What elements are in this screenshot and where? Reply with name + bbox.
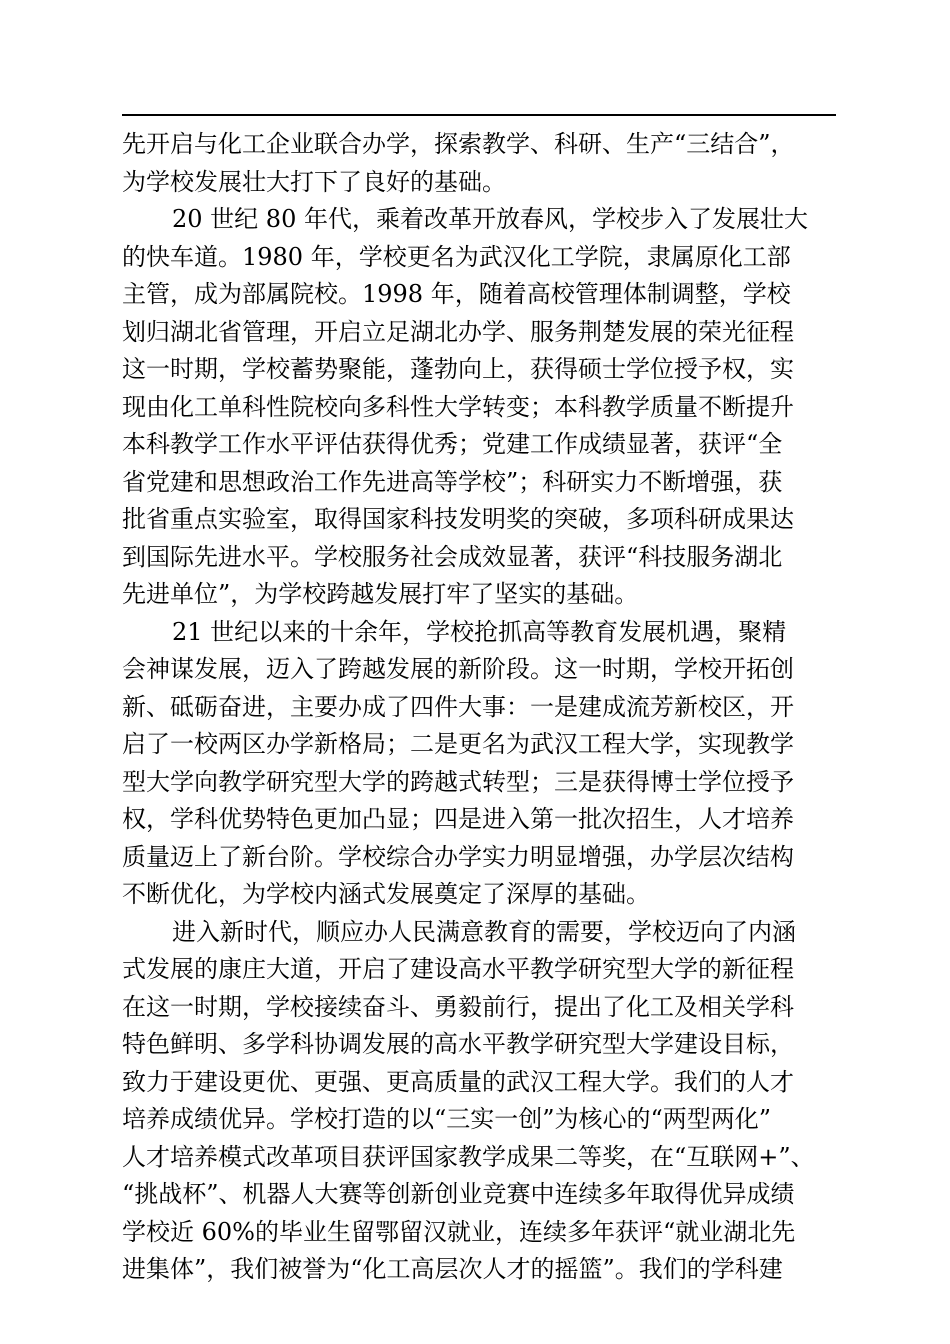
text-line: 的快车道。1980 年，学校更名为武汉化工学院，隶属原化工部	[122, 242, 791, 271]
text-line: 学校近 60%的毕业生留鄂留汉就业，连续多年获评“就业湖北先	[122, 1217, 796, 1246]
header-rule	[122, 114, 836, 116]
text-line: 启了一校两区办学新格局；二是更名为武汉工程大学，实现教学	[122, 730, 794, 758]
text-line: 划归湖北省管理，开启立足湖北办学、服务荆楚发展的荣光征程	[122, 317, 794, 346]
text-line: 新、砥砺奋进，主要办成了四件大事：一是建成流芳新校区，开	[122, 692, 794, 721]
text-line: 型大学向教学研究型大学的跨越式转型；三是获得博士学位授予	[122, 767, 794, 796]
text-line: 致力于建设更优、更强、更高质量的武汉工程大学。我们的人才	[122, 1067, 794, 1096]
text-line: 会神谋发展，迈入了跨越发展的新阶段。这一时期，学校开拓创	[122, 655, 794, 683]
text-line: 这一时期，学校蓄势聚能，蓬勃向上，获得硕士学位授予权，实	[122, 355, 794, 383]
text-line: 到国际先进水平。学校服务社会成效显著，获评“科技服务湖北	[122, 542, 783, 571]
text-line: 在这一时期，学校接续奋斗、勇毅前行，提出了化工及相关学科	[122, 992, 794, 1021]
text-line: 先开启与化工企业联合办学，探索教学、科研、生产“三结合”，	[122, 130, 795, 158]
text-line: 特色鲜明、多学科协调发展的高水平教学研究型大学建设目标，	[122, 1030, 794, 1058]
text-line: 省党建和思想政治工作先进高等学校”；科研实力不断增强，获	[122, 467, 783, 496]
text-line: 质量迈上了新台阶。学校综合办学实力明显增强，办学层次结构	[122, 842, 794, 871]
text-line: 批省重点实验室，取得国家科技发明奖的突破，多项科研成果达	[122, 505, 794, 533]
text-line: 进集体”，我们被誉为“化工高层次人才的摇篮”。我们的学科建	[122, 1255, 783, 1283]
text-line: 式发展的康庄大道，开启了建设高水平教学研究型大学的新征程	[122, 955, 794, 983]
text-line: 培养成绩优异。学校打造的以“三实一创”为核心的“两型两化”	[122, 1105, 772, 1133]
paragraph-first-line: 进入新时代，顺应办人民满意教育的需要，学校迈向了内涵	[172, 917, 796, 946]
text-line: 人才培养模式改革项目获评国家教学成果二等奖，在“互联网+”、	[122, 1142, 815, 1171]
text-line: 现由化工单科性院校向多科性大学转变；本科教学质量不断提升	[122, 392, 794, 421]
text-line: “挑战杯”、机器人大赛等创新创业竞赛中连续多年取得优异成绩	[122, 1180, 795, 1208]
text-line: 先进单位”，为学校跨越发展打牢了坚实的基础。	[122, 580, 639, 608]
text-line: 权，学科优势特色更加凸显；四是进入第一批次招生，人才培养	[122, 805, 794, 833]
body-text	[122, 126, 842, 1289]
text-line: 为学校发展壮大打下了良好的基础。	[122, 167, 506, 196]
text-line: 不断优化，为学校内涵式发展奠定了深厚的基础。	[122, 880, 650, 908]
paragraph-first-line: 20 世纪 80 年代，乘着改革开放春风，学校步入了发展壮大	[172, 205, 808, 233]
paragraph-first-line: 21 世纪以来的十余年，学校抢抓高等教育发展机遇，聚精	[172, 617, 787, 646]
text-line: 本科教学工作水平评估获得优秀；党建工作成绩显著，获评“全	[122, 430, 783, 458]
text-line: 主管，成为部属院校。1998 年，随着高校管理体制调整，学校	[122, 280, 791, 308]
